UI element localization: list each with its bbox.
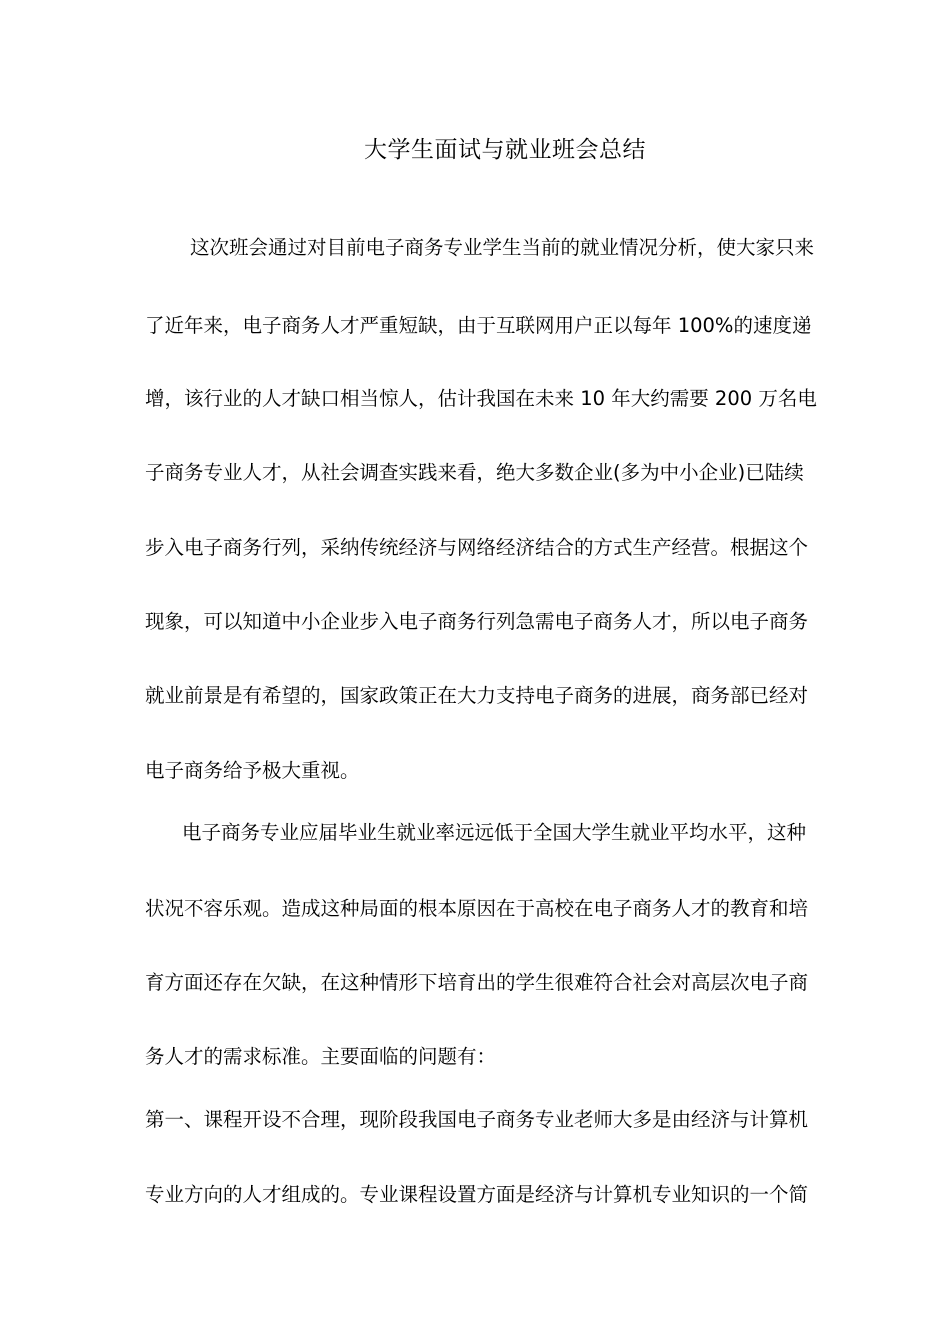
text-line: 了近年来，电子商务人才严重短缺，由于互联网用户正以每年 100%的速度递 bbox=[145, 314, 812, 337]
text-line: 电子商务专业应届毕业生就业率远远低于全国大学生就业平均水平，这种 bbox=[182, 821, 807, 844]
document-title: 大学生面试与就业班会总结 bbox=[364, 137, 646, 163]
text-line: 子商务专业人才，从社会调查实践来看，绝大多数企业(多为中小企业)已陆续 bbox=[145, 461, 804, 484]
text-line: 增，该行业的人才缺口相当惊人，估计我国在未来 10 年大约需要 200 万名电 bbox=[145, 387, 817, 410]
text-line: 电子商务给予极大重视。 bbox=[145, 759, 360, 782]
text-line: 现象，可以知道中小企业步入电子商务行列急需电子商务人才，所以电子商务 bbox=[145, 610, 809, 633]
text-line: 育方面还存在欠缺，在这种情形下培育出的学生很难符合社会对高层次电子商 bbox=[145, 971, 809, 994]
text-line: 步入电子商务行列，采纳传统经济与网络经济结合的方式生产经营。根据这个 bbox=[145, 536, 809, 559]
text-line: 状况不容乐观。造成这种局面的根本原因在于高校在电子商务人才的教育和培 bbox=[145, 897, 809, 920]
text-line: 专业方向的人才组成的。专业课程设置方面是经济与计算机专业知识的一个简 bbox=[145, 1183, 809, 1206]
text-line: 第一、课程开设不合理，现阶段我国电子商务专业老师大多是由经济与计算机 bbox=[145, 1108, 809, 1131]
text-line: 就业前景是有希望的，国家政策正在大力支持电子商务的进展，商务部已经对 bbox=[145, 684, 809, 707]
text-line: 这次班会通过对目前电子商务专业学生当前的就业情况分析，使大家只来 bbox=[190, 236, 815, 259]
text-line: 务人才的需求标准。主要面临的问题有： bbox=[145, 1045, 497, 1068]
